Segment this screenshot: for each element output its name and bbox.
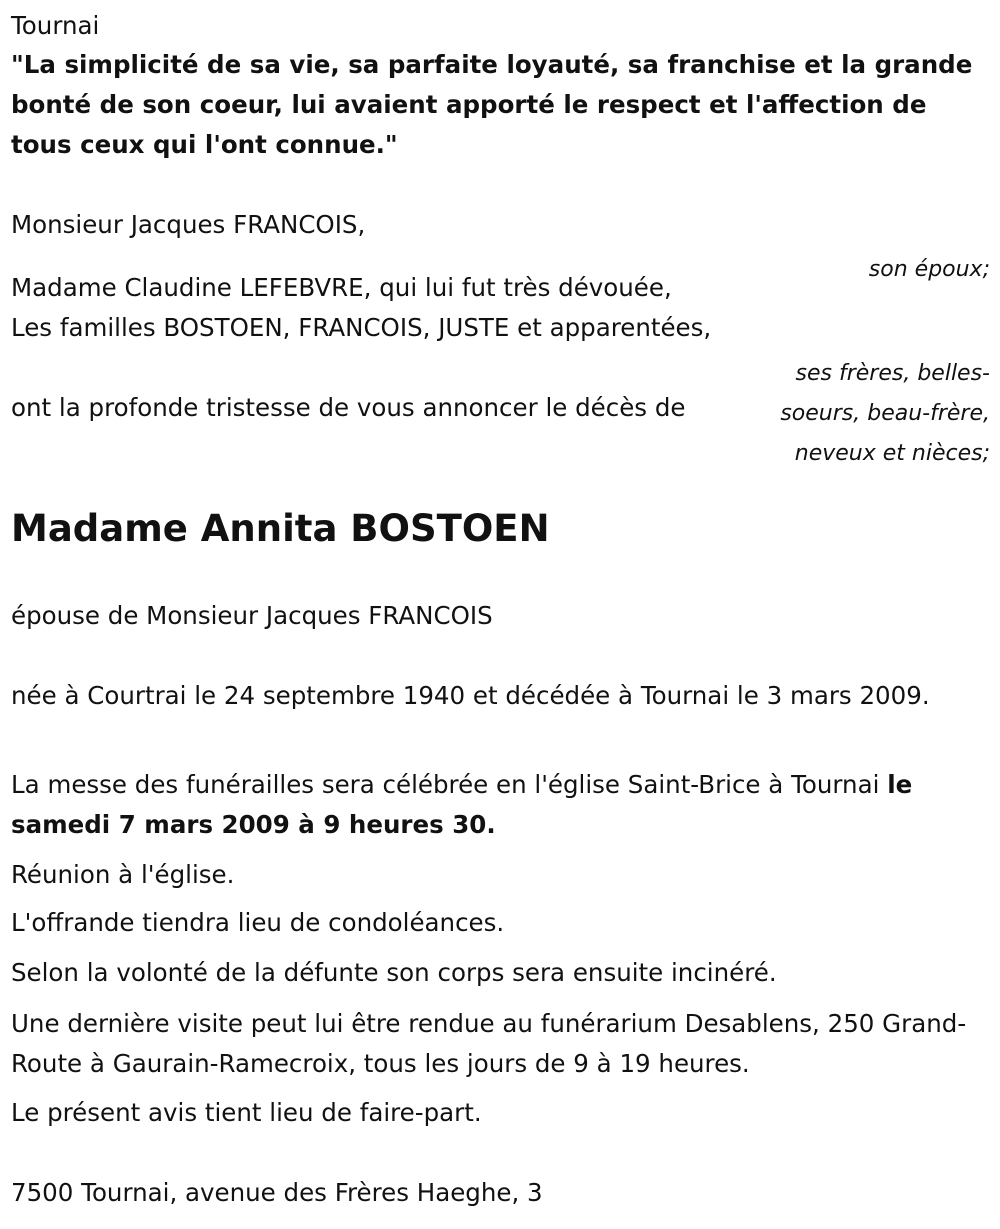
family-husband: Monsieur Jacques FRANCOIS,	[11, 210, 366, 239]
husband-role: son époux;	[868, 257, 990, 282]
funeral-mass-info	[11, 765, 991, 845]
family-claudine: Madame Claudine LEFEBVRE, qui lui fut très dévouée,	[11, 273, 672, 302]
mass-date: le samedi 7 mars 2009 à 9 heures 30.	[11, 770, 913, 839]
visit-info: Une dernière visite peut lui être rendue au funérarium Desablens, 250 Grand-Route à Gaurain-Ramecroix, tous les jours de 9 à 19 heures.	[11, 1009, 967, 1078]
family-families: Les familles BOSTOEN, FRANCOIS, JUSTE et apparentées,	[11, 313, 712, 342]
gathering-info: Réunion à l'église.	[11, 860, 235, 889]
offering-info: L'offrande tiendra lieu de condoléances.	[11, 908, 505, 937]
cremation-info: Selon la volonté de la défunte son corps sera ensuite incinéré.	[11, 958, 777, 987]
city-heading: Tournai	[11, 11, 100, 40]
announcement-text: ont la profonde tristesse de vous annoncer le décès de	[11, 393, 686, 422]
born-died-line: née à Courtrai le 24 septembre 1940 et décédée à Tournai le 3 mars 2009.	[11, 681, 930, 710]
deceased-name: Madame Annita BOSTOEN	[11, 507, 550, 550]
family-address: 7500 Tournai, avenue des Frères Haeghe, 3	[11, 1178, 543, 1207]
memorial-quote: "La simplicité de sa vie, sa parfaite loyauté, sa franchise et la grande bonté de son coeur, lui avaient apporté le respect et l'affection de tous ceux qui l'ont connue."	[11, 50, 973, 159]
mass-text: La messe des funérailles sera célébrée en l'église Saint-Brice à Tournai	[11, 770, 888, 799]
spouse-of-line: épouse de Monsieur Jacques FRANCOIS	[11, 601, 493, 630]
notice-info: Le présent avis tient lieu de faire-part.	[11, 1098, 482, 1127]
siblings-role: ses frères, belles-soeurs, beau-frère, neveux et nièces;	[780, 361, 990, 466]
